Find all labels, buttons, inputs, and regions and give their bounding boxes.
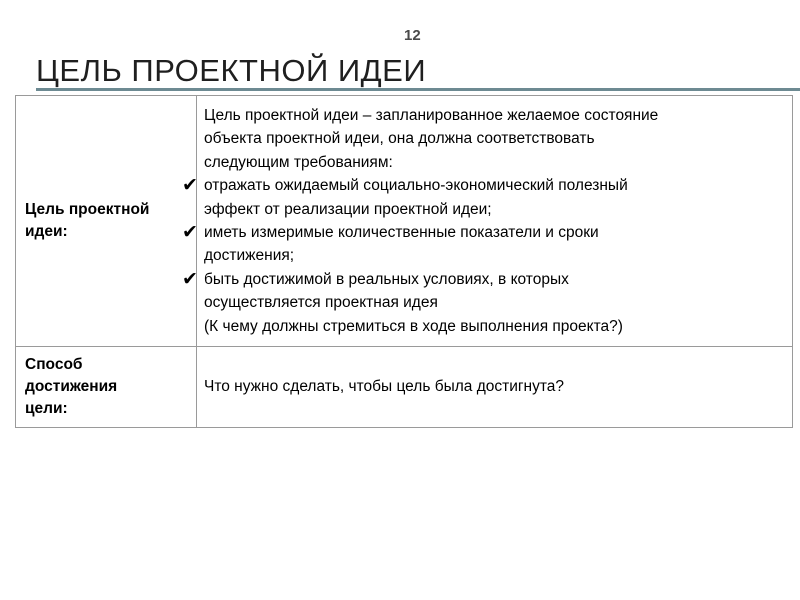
description-line: следующим требованиям:: [204, 153, 393, 171]
requirement-text: быть достижимой в реальных условиях, в которых: [204, 270, 569, 288]
requirement-item: [182, 174, 784, 197]
description-line: Цель проектной идеи – запланированное желаемое состояние: [204, 106, 659, 124]
row-label-line: Цель проектной: [25, 201, 150, 218]
page-number: 12: [404, 27, 421, 44]
row-label-line: цели:: [25, 400, 68, 417]
requirement-text: отражать ожидаемый социально-экономический полезный: [204, 177, 628, 195]
row-label-line: идеи:: [25, 223, 68, 240]
page-title: ЦЕЛЬ ПРОЕКТНОЙ ИДЕИ: [36, 53, 427, 88]
row-description-cell: [197, 347, 793, 428]
table-row: [16, 96, 793, 347]
requirement-item: [182, 268, 784, 291]
row-label-cell: [16, 96, 197, 347]
description-line: (К чему должны стремиться в ходе выполнения проекта?): [204, 317, 623, 335]
requirement-text: иметь измеримые количественные показатели и сроки: [204, 224, 599, 241]
content-table: [15, 95, 793, 428]
description-line: Что нужно сделать, чтобы цель была достигнута?: [204, 378, 565, 396]
checkmark-icon: ✔: [182, 175, 198, 197]
description-line: осуществляется проектная идея: [204, 294, 438, 312]
description-line: достижения;: [204, 247, 295, 265]
row-description-cell: [182, 96, 793, 347]
checkmark-icon: ✔: [182, 222, 198, 243]
row-label-line: Способ: [25, 356, 83, 373]
title-underline: [36, 88, 800, 91]
row-label-line: достижения: [25, 378, 118, 395]
table-row: [16, 347, 793, 428]
requirement-item: [182, 221, 784, 244]
checkmark-icon: ✔: [182, 268, 198, 290]
row-label-cell: [16, 347, 197, 428]
description-line: эффект от реализации проектной идеи;: [204, 200, 492, 218]
description-line: объекта проектной идеи, она должна соответствовать: [204, 130, 595, 148]
